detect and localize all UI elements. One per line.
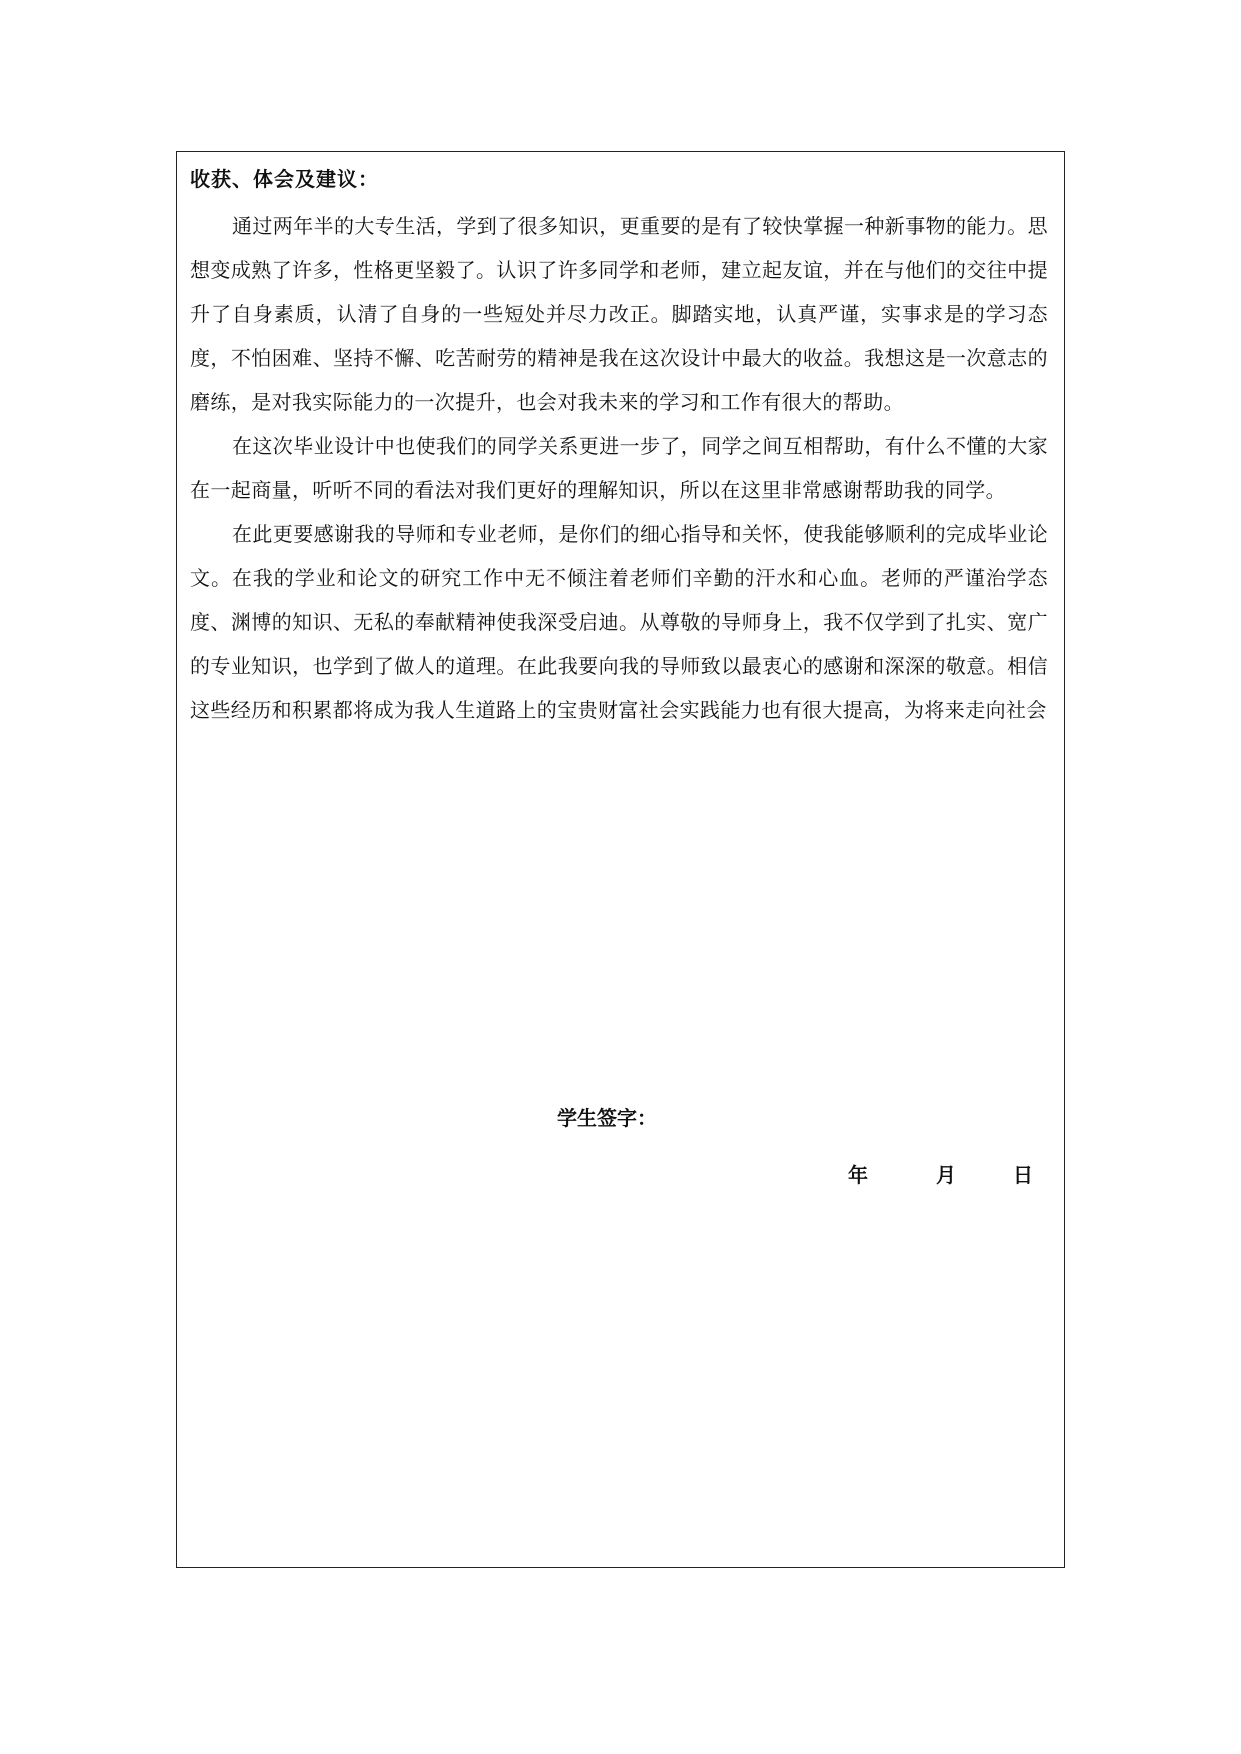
- section-heading: 收获、体会及建议：: [190, 167, 379, 191]
- paragraph: 在这次毕业设计中也使我们的同学关系更进一步了，同学之间互相帮助，有什么不懂的大家在一起商量，听听不同的看法对我们更好的理解知识，所以在这里非常感谢帮助我的同学。: [190, 434, 1048, 502]
- date-day-label: 日: [1013, 1163, 1033, 1187]
- paragraph: 通过两年半的大专生活，学到了很多知识，更重要的是有了较快掌握一种新事物的能力。思想变成熟了许多，性格更坚毅了。认识了许多同学和老师，建立起友谊，并在与他们的交往中提升了自身素质，认清了自身的一些短处并尽力改正。脚踏实地，认真严谨，实事求是的学习态度，不怕困难、坚持不懈、吃苦耐劳的精神是我在这次设计中最大的收益。我想这是一次意志的磨练，是对我实际能力的一次提升，也会对我未来的学习和工作有很大的帮助。: [190, 214, 1048, 414]
- reflection-body: [190, 204, 1048, 732]
- date-month-label: 月: [936, 1163, 956, 1187]
- student-signature-label: 学生签字：: [557, 1106, 657, 1130]
- paragraph: 在此更要感谢我的导师和专业老师，是你们的细心指导和关怀，使我能够顺利的完成毕业论文。在我的学业和论文的研究工作中无不倾注着老师们辛勤的汗水和心血。老师的严谨治学态度、渊博的知识、无私的奉献精神使我深受启迪。从尊敬的导师身上，我不仅学到了扎实、宽广的专业知识，也学到了做人的道理。在此我要向我的导师致以最衷心的感谢和深深的敬意。相信这些经历和积累都将成为我人生道路上的宝贵财富社会实践能力也有很大提高，为将来走向社会: [190, 522, 1048, 722]
- reflection-form-box: [176, 151, 1065, 1568]
- date-year-label: 年: [848, 1163, 868, 1187]
